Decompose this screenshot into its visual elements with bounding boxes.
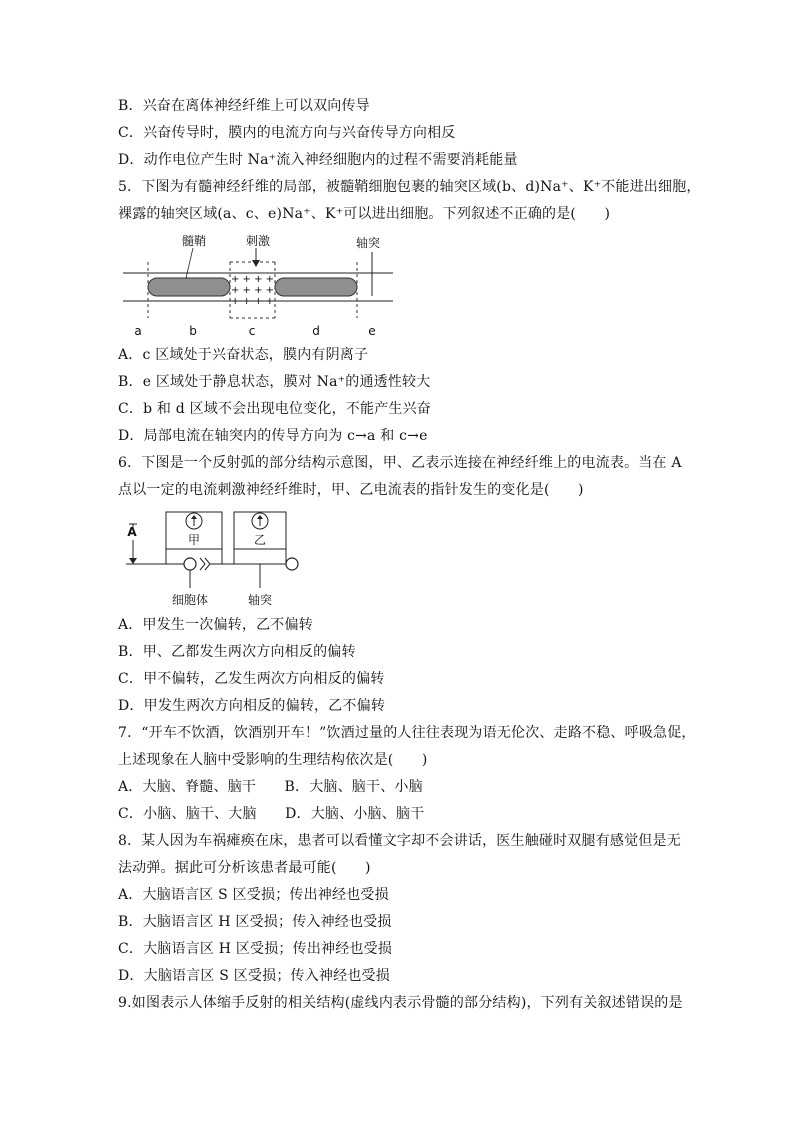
q5-figure-svg [118,230,398,342]
q7-stem-line-1: 7．“开车不饮酒，饮酒别开车！”饮酒过量的人往往表现为语无伦次、走路不稳、呼吸急促， [118,725,696,741]
q5-option-a: A．c 区域处于兴奋状态，膜内有阴离子 [118,347,369,363]
q6-option-d: D．甲发生两次方向相反的偏转，乙不偏转 [118,698,386,714]
label-stimulus: 刺激 [245,234,271,248]
q5-stem-line-2: 裸露的轴突区域(a、c、e)Na⁺、K⁺可以进出细胞。下列叙述不正确的是( ) [118,206,611,222]
q6-option-a: A．甲发生一次偏转，乙不偏转 [118,617,313,633]
terminal-circle [286,558,298,570]
q8-option-d: D．大脑语言区 S 区受损；传入神经也受损 [118,968,390,984]
prev-option-b: B．兴奋在离体神经纤维上可以双向传导 [118,98,370,114]
q8-option-c: C．大脑语言区 H 区受损；传出神经也受损 [118,941,393,957]
q7-stem-line-2: 上述现象在人脑中受影响的生理结构依次是( ) [118,752,428,768]
meter-jia-label: 甲 [187,533,201,547]
region-label-e: e [368,324,376,338]
region-label-c: c [248,324,256,338]
synapse-chevron-2 [205,558,210,570]
plus-row-1: + + + + [230,274,275,285]
q6-option-c: C．甲不偏转，乙发生两次方向相反的偏转 [118,671,385,687]
q7-options-row-2: C．小脑、脑干、大脑 D．大脑、小脑、脑干 [118,806,425,822]
stimulus-arrow-head [252,260,260,267]
region-label-a: a [134,324,142,338]
label-cell-body: 细胞体 [171,593,209,607]
q8-stem-line-1: 8．某人因为车祸瘫痪在床，患者可以看懂文字却不会讲话，医生触碰时双腿有感觉但是无 [118,833,681,849]
q5-option-d: D．局部电流在轴突内的传导方向为 c→a 和 c→e [118,428,428,444]
cell-body-circle [184,558,196,570]
q7-options-row-1: A．大脑、脊髓、脑干 B．大脑、脑干、小脑 [118,779,423,795]
q6-stem-line-2: 点以一定的电流刺激神经纤维时，甲、乙电流表的指针发生的变化是( ) [118,482,584,498]
region-label-b: b [189,324,197,338]
myelin-sheath-b [148,278,230,296]
region-label-d: d [312,324,320,338]
q6-reflex-arc-figure [118,506,318,610]
q5-stem-line-1: 5．下图为有髓神经纤维的局部，被髓鞘细胞包裹的轴突区域(b、d)Na⁺、K⁺不能进出细胞， [118,179,701,195]
prev-option-d: D．动作电位产生时 Na⁺流入神经细胞内的过程不需要消耗能量 [118,152,518,168]
label-axon: 轴突 [355,236,381,250]
label-myelin: 髓鞘 [181,234,207,248]
q8-option-a: A．大脑语言区 S 区受损；传出神经也受损 [118,887,389,903]
prev-option-c: C．兴奋传导时，膜内的电流方向与兴奋传导方向相反 [118,125,456,141]
label-axon-q6: 轴突 [247,593,273,607]
point-A-arrow-head [129,558,137,564]
q6-figure-svg [118,506,318,610]
plus-row-3: + + + + [230,296,275,307]
meter-yi-label: 乙 [253,533,267,547]
label-point-A: A [127,525,137,539]
q5-nerve-fiber-figure [118,230,398,342]
q6-option-b: B．甲、乙都发生两次方向相反的偏转 [118,644,356,660]
q9-stem-line-1: 9.如图表示人体缩手反射的相关结构(虚线内表示骨髓的部分结构)，下列有关叙述错误的是 [118,995,683,1011]
plus-row-2: + + + + [230,285,275,296]
q6-stem-line-1: 6．下图是一个反射弧的部分结构示意图，甲、乙表示连接在神经纤维上的电流表。当在 A [118,455,682,471]
synapse-chevron-1 [200,558,205,570]
q5-option-b: B．e 区域处于静息状态，膜对 Na⁺的通透性较大 [118,374,431,390]
q8-stem-line-2: 法动弹。据此可分析该患者最可能( ) [118,860,371,876]
q5-option-c: C．b 和 d 区域不会出现电位变化，不能产生兴奋 [118,401,431,417]
myelin-sheath-d [275,278,357,296]
q8-option-b: B．大脑语言区 H 区受损；传入神经也受损 [118,914,392,930]
